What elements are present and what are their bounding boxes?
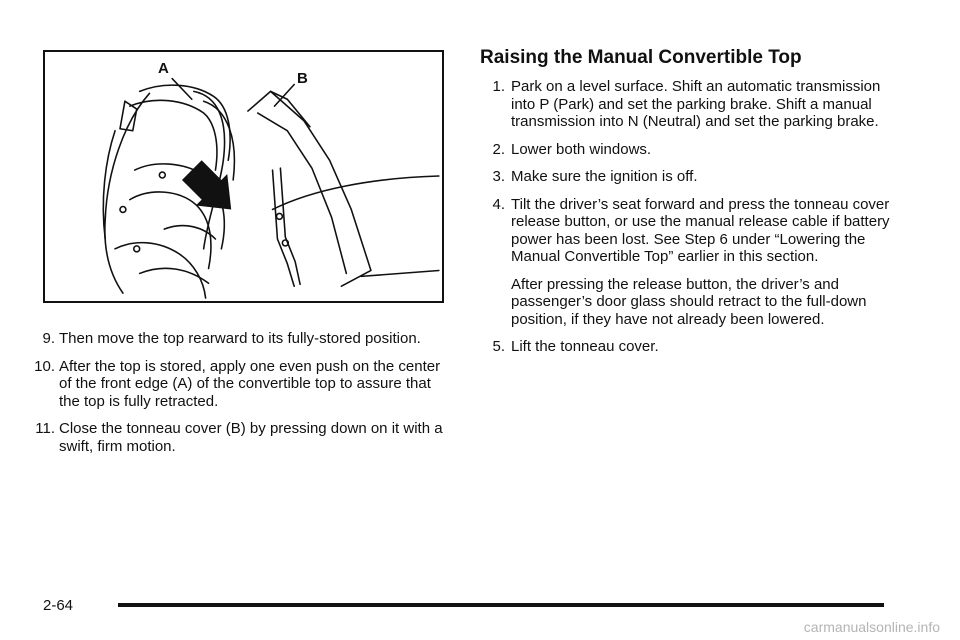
step-number: 2. [492, 140, 505, 158]
rear-deck-line [273, 176, 439, 209]
list-item [15, 420, 445, 455]
step-number: 10. [34, 357, 55, 375]
step-number: 1. [492, 78, 505, 95]
storage-steps-list [15, 330, 445, 465]
hinge-bracket [273, 170, 295, 286]
watermark: carmanualsonline.info [803, 619, 940, 635]
callout-label-b: B [297, 70, 308, 87]
callout-a-leader [172, 79, 192, 100]
step-number: 4. [492, 195, 505, 213]
list-item [488, 196, 908, 329]
tonneau-cover-outline [248, 91, 371, 286]
tonneau-cover-inner [258, 113, 347, 273]
illustration-drawing [45, 52, 442, 301]
deck-edge-line [361, 270, 439, 276]
callout-label-a: A [158, 60, 169, 77]
step-number: 5. [492, 338, 505, 355]
list-item [488, 338, 908, 356]
convertible-top-illustration [43, 50, 444, 303]
step-text: Then move the top rearward to its fully-stored position. [59, 330, 421, 347]
list-item [15, 358, 445, 411]
step-text: Park on a level surface. Shift an automatic transmission into P (Park) and set the parking brake. Shift a manual transmission into N (Neutral) and set the parking brake. [511, 78, 881, 130]
step-text: Lift the tonneau cover. [511, 338, 659, 355]
step-text: Close the tonneau cover (B) by pressing down on it with a swift, firm motion. [59, 420, 443, 455]
step-number: 11. [35, 420, 55, 437]
raising-steps-list [488, 78, 908, 366]
step-text: Lower both windows. [511, 140, 652, 158]
list-item [488, 168, 908, 186]
step-text: After the top is stored, apply one even push on the center of the front edge (A) of the convertible top to assure that the top is fully retracted. [59, 357, 441, 410]
step-text: Make sure the ignition is off. [511, 168, 698, 185]
page-number: 2-64 [43, 597, 74, 614]
list-item [15, 330, 445, 348]
step-text: Tilt the driver’s seat forward and press the tonneau cover release button, or use the manual release cable if battery power has been lost. See Step 6 under “Lowering the Manual Convertible Top” earlier in this section. [511, 195, 890, 265]
list-item [488, 78, 908, 131]
step-number: 3. [492, 168, 505, 185]
step-note: After pressing the release button, the driver’s and passenger’s door glass should retract to the full-down position, if they have not already been lowered. [511, 275, 867, 328]
footer-rule [118, 603, 884, 607]
step-number: 9. [42, 330, 55, 347]
section-heading: Raising the Manual Convertible Top [480, 47, 802, 68]
list-item [488, 141, 908, 159]
